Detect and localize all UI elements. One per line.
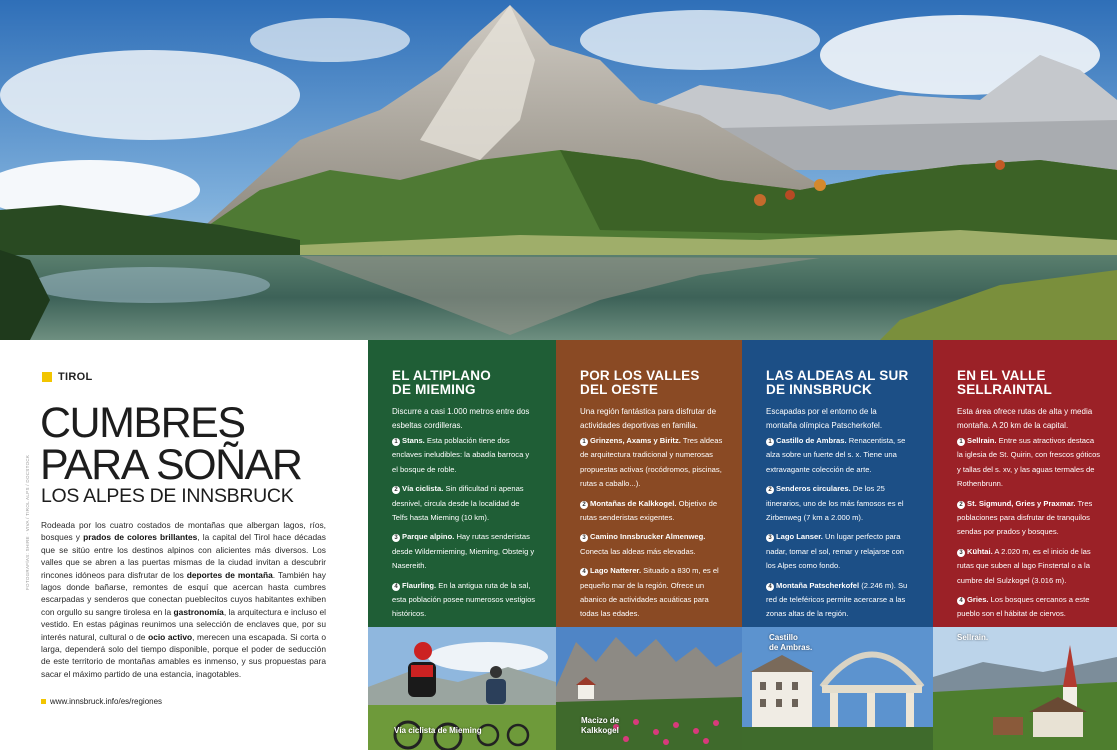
item-name: Lago Natterer. xyxy=(590,566,642,576)
item-name: Sellrain. xyxy=(967,436,997,445)
panel-valles-oeste xyxy=(556,340,742,627)
intro-bold: deportes de montaña xyxy=(186,569,273,580)
number-badge-icon: 3 xyxy=(580,534,588,542)
item-text: Situado a 830 m, es el pequeño mar de la región. Ofrece un abanico de actividades acuáticas para todas las edades. xyxy=(580,566,719,619)
panel-list xyxy=(392,434,536,627)
item-name: Montaña Patscherkofel xyxy=(776,580,860,590)
panel-lead: Escapadas por el entorno de la montaña olímpica Patscherkofel. xyxy=(766,407,883,431)
list-item xyxy=(957,434,1101,492)
photo-kalkkogel xyxy=(556,627,742,750)
list-item xyxy=(392,579,536,622)
item-name: Castillo de Ambras. xyxy=(776,436,847,445)
panel-title-line: LAS ALDEAS AL SUR xyxy=(766,368,909,383)
list-item xyxy=(392,482,536,525)
number-badge-icon: 3 xyxy=(392,534,400,542)
item-name: Camino Innsbrucker Almenweg. xyxy=(590,532,706,542)
number-badge-icon: 2 xyxy=(766,486,774,494)
list-item xyxy=(392,434,536,477)
item-name: Parque alpino. xyxy=(402,532,455,542)
number-badge-icon: 4 xyxy=(957,597,965,605)
item-text: Sin dificultad ni apenas desnivel, circula desde la localidad de Telfs hasta Mieming (10 km). xyxy=(392,484,524,523)
intro-column xyxy=(0,340,368,750)
item-text: Tres poblaciones para disfrutar de tranquilos sendas por prados y bosques. xyxy=(957,498,1093,537)
panel-title-line: DE INNSBRUCK xyxy=(766,382,872,397)
list-item xyxy=(766,530,910,573)
intro-bold: gastronomía xyxy=(173,606,224,617)
panel-title-line: EN EL VALLE xyxy=(957,368,1046,383)
list-item xyxy=(957,545,1101,588)
photo-sellrain xyxy=(933,627,1117,750)
intro-text: , la arquitectura e incluso el vestido. En estas páginas reunimos una selección de enclaves que, por su interés natural, cultural o de xyxy=(41,606,326,642)
panel-list xyxy=(766,434,910,627)
number-badge-icon: 1 xyxy=(766,438,774,446)
panel-lead: Esta área ofrece rutas de alta y media montaña. A 20 km de la capital. xyxy=(957,407,1093,431)
panel-title-line: DEL OESTE xyxy=(580,382,659,397)
item-text: Entre sus atractivos destaca la iglesia de St. Quirin, con frescos góticos y tallas del s. xv, y las aguas termales de Rothenbrunn. xyxy=(957,436,1101,489)
item-text: A 2.020 m, es el inicio de las rutas que suben al lago Finstertal o a la cumbre del Sulzkogel (3.016 m). xyxy=(957,546,1091,585)
headline-line-2: PARA SOÑAR xyxy=(40,441,302,489)
caption-line: Castillo xyxy=(769,633,798,642)
caption-ambras xyxy=(769,633,812,653)
panel-title-line: POR LOS VALLES xyxy=(580,368,700,383)
item-name: St. Sigmund, Gries y Praxmar. xyxy=(967,498,1076,508)
number-badge-icon: 1 xyxy=(957,438,965,446)
caption-kalkkogel xyxy=(581,716,619,736)
number-badge-icon: 2 xyxy=(580,501,588,509)
item-text: Esta población tiene dos enclaves ineludibles: la abadía barroca y el bosque de roble. xyxy=(392,436,530,474)
item-name: Stans. xyxy=(402,436,425,445)
number-badge-icon: 4 xyxy=(580,568,588,576)
panel-lead: Una región fantástica para disfrutar de actividades deportivas en familia. xyxy=(580,407,717,431)
item-name: Senderos circulares. xyxy=(776,484,851,494)
panel-mieming xyxy=(368,340,556,627)
panel-title-line: DE MIEMING xyxy=(392,382,476,397)
panel-aldeas-sur xyxy=(742,340,933,627)
intro-text: , merecen una escapada. Si corta o larga, dependerá solo del tiempo disponible, porque el poder de seducción de este territorio de montañas amables es inmenso, y sus propuestas para sacar el máximo partido de una estancia, inagotables. xyxy=(41,631,326,679)
item-name: Gries. xyxy=(967,595,989,605)
intro-text: . También hay lagos donde bañarse, remontes de esquí que acercan hasta cumbres escarpadas y senderos que conectan pueblecitos cuyos habitantes exhiben con orgullo su sangre tirolesa en la xyxy=(41,569,326,617)
caption-line: Kalkkogel xyxy=(581,726,619,735)
yellow-square-icon xyxy=(42,372,52,382)
item-text: Objetivo de rutas senderistas exigentes. xyxy=(580,498,718,523)
list-item xyxy=(392,530,536,573)
item-text: Conecta las aldeas más elevadas. xyxy=(580,546,696,556)
photo-cyclists xyxy=(368,627,556,750)
item-name: Montañas de Kalkkogel. xyxy=(590,498,677,508)
intro-paragraph xyxy=(41,519,326,680)
web-link-text[interactable]: www.innsbruck.info/es/regiones xyxy=(50,697,163,706)
list-item xyxy=(766,579,910,622)
panel-title xyxy=(580,369,700,397)
item-name: Kühtai. xyxy=(967,546,993,556)
intro-text: Rodeada por los cuatro costados de montañas que albergan lagos, ríos, bosques y xyxy=(41,520,326,543)
number-badge-icon: 2 xyxy=(392,486,400,494)
list-item xyxy=(766,434,910,477)
item-name: Flaurling. xyxy=(402,580,437,590)
list-item xyxy=(580,434,724,492)
intro-bold: prados de colores brillantes xyxy=(83,532,198,543)
section-tag-label: TIROL xyxy=(58,371,93,383)
item-text: Renacentista, se alza sobre un fuerte del s. x. Tiene una extravagante colección de arte. xyxy=(766,436,906,474)
number-badge-icon: 4 xyxy=(766,583,774,591)
panel-title-line: SELLRAINTAL xyxy=(957,382,1052,397)
panel-title xyxy=(766,369,908,397)
web-link[interactable] xyxy=(41,697,162,706)
list-item xyxy=(957,593,1101,622)
caption-cyclists: Vía ciclista de Mieming xyxy=(394,726,482,735)
list-item xyxy=(766,482,910,525)
number-badge-icon: 2 xyxy=(957,501,965,509)
number-badge-icon: 3 xyxy=(957,549,965,557)
list-item xyxy=(580,497,724,526)
yellow-bullet-icon xyxy=(41,699,46,704)
item-text: En la antigua ruta de la sal, esta población posee numerosos vestigios históricos. xyxy=(392,580,536,619)
item-text: Los bosques cercanos a este pueblo son el hábitat de ciervos. xyxy=(957,595,1090,619)
item-text: Hay rutas senderistas desde Wildermieming, Mieming, Obsteig y Nasereith. xyxy=(392,532,535,571)
list-item xyxy=(580,530,724,559)
item-text: Tres aldeas de arquitectura tradicional y numerosas propuestas activas (rocódromos, piscinas, rutas a caballo...). xyxy=(580,436,723,489)
subheadline: LOS ALPES DE INNSBRUCK xyxy=(41,485,294,507)
headline xyxy=(40,399,350,489)
caption-line: de Ambras. xyxy=(769,643,813,652)
panel-sellraintal xyxy=(933,340,1117,627)
item-name: Vía ciclista. xyxy=(402,484,444,494)
photo-ambras-castle xyxy=(742,627,933,750)
panel-list xyxy=(957,434,1101,627)
photo-credit: FOTOGRAFÍAS: SHIRE · VIVA / TIROL ALPS / DOCSTOCK xyxy=(25,454,30,590)
panel-lead: Discurre a casi 1.000 metros entre dos esbeltas cordilleras. xyxy=(392,407,530,431)
item-text: (2.246 m). Su red de teleféricos permite acercarse a las zonas altas de la región. xyxy=(766,580,908,619)
panel-title xyxy=(957,369,1052,397)
number-badge-icon: 3 xyxy=(766,534,774,542)
intro-text: , la capital del Tirol hace décadas que se sitúo entre los destinos alpinos con alicientes más diversos. Los valles que se abren a las puertas mismas de la ciudad invitan a descubrir rincones idóneos para disfrutar de los xyxy=(41,532,326,580)
caption-line: Macizo de xyxy=(581,716,620,725)
list-item xyxy=(580,564,724,622)
section-tag xyxy=(42,371,93,383)
item-text: De los 25 itinerarios, uno de los más famosos es el Zirbenweg (7 km a 2.000 m). xyxy=(766,484,904,523)
number-badge-icon: 1 xyxy=(580,438,588,446)
number-badge-icon: 4 xyxy=(392,583,400,591)
item-name: Grinzens, Axams y Biritz. xyxy=(590,436,681,445)
list-item xyxy=(957,497,1101,540)
hero-photo-alpine-lake xyxy=(0,0,1117,340)
panel-list xyxy=(580,434,724,627)
panel-title xyxy=(392,369,491,397)
panel-title-line: EL ALTIPLANO xyxy=(392,368,491,383)
caption-sellrain: Sellrain. xyxy=(957,633,989,642)
headline-line-1: CUMBRES xyxy=(40,399,245,447)
item-text: Un lugar perfecto para nadar, tomar el sol, remar y relajarse con los Alpes como fondo. xyxy=(766,532,905,571)
item-name: Lago Lanser. xyxy=(776,532,823,542)
number-badge-icon: 1 xyxy=(392,438,400,446)
intro-bold: ocio activo xyxy=(148,631,193,642)
